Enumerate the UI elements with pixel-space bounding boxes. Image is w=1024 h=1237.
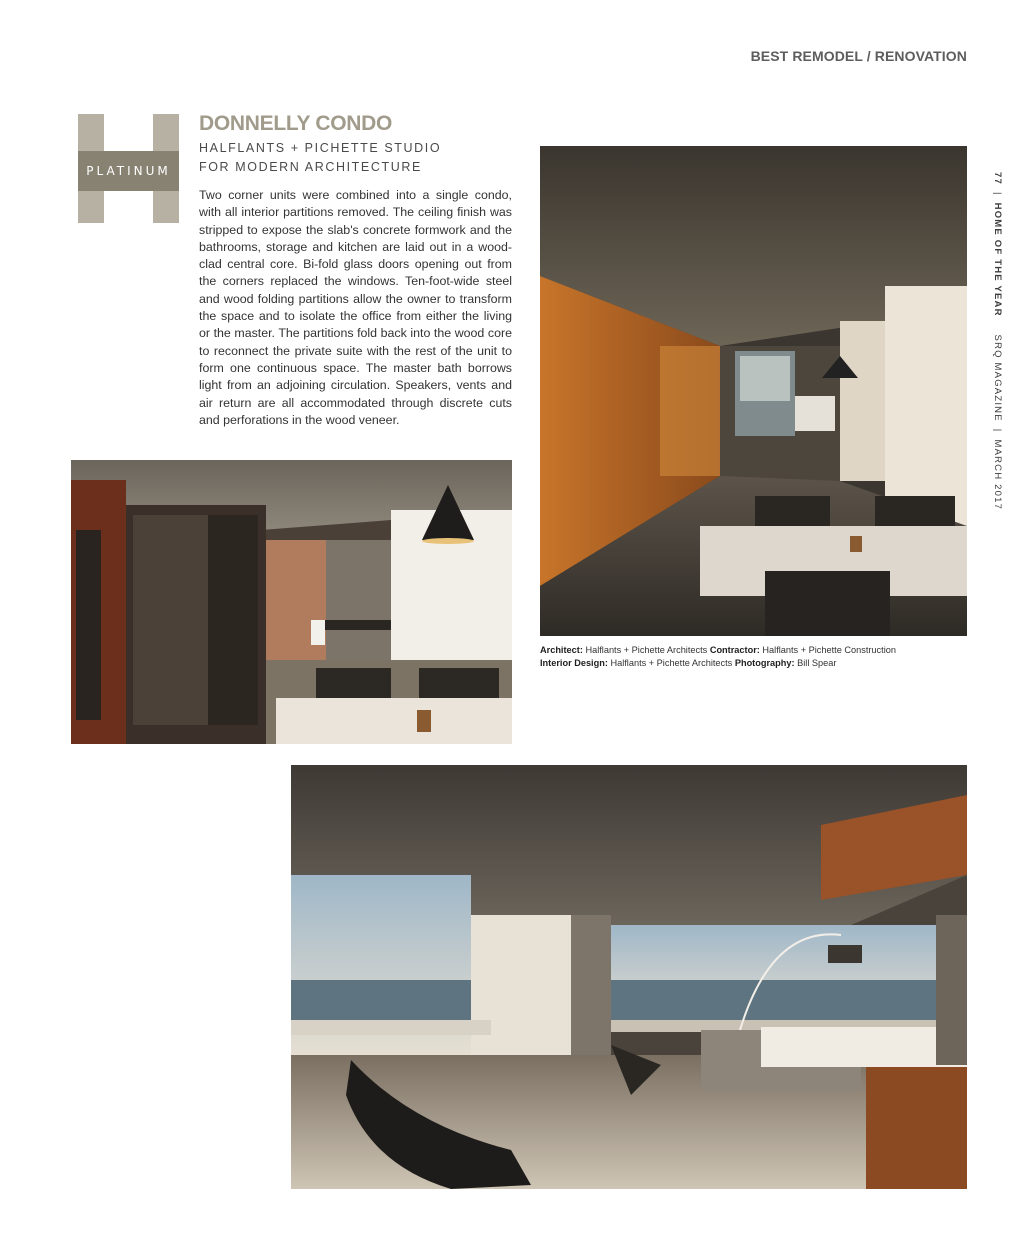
section-header: BEST REMODEL / RENOVATION — [750, 48, 967, 64]
badge-h-crossbar — [78, 151, 179, 191]
folio-divider: | — [992, 191, 1003, 196]
photo-living-room — [291, 765, 967, 1189]
architect-label: Architect: — [540, 645, 583, 655]
platinum-badge — [78, 114, 179, 223]
credits-line-2 — [540, 657, 970, 670]
subtitle-line: HALFLANTS + PICHETTE STUDIO — [199, 141, 442, 155]
article-title: DONNELLY CONDO — [199, 112, 392, 135]
photo-entry-office — [71, 460, 512, 744]
interior-value: Halflants + Pichette Architects — [610, 657, 733, 668]
interior-label: Interior Design: — [540, 657, 608, 668]
page-folio — [992, 172, 1003, 510]
article-body: Two corner units were combined into a single condo, with all interior partitions removed. The ceiling finish was stripped to expose the slab's concrete formwork and the bathrooms, storage and kitchen are laid out in a wood-clad central core. Bi-fold glass doors opening out from the corners replaced the windows. Ten-foot-wide steel and wood folding partitions allow the owner to transform the space and to isolate the office from either the living or the master. The partitions fold back into the wood core to reconnect the private suite with the rest of the unit to form one continuous space. The master bath borrows light from an adjoining circulation. Speakers, vents and air return are all accommodated through discrete cuts and perforations in the wood veneer. — [199, 188, 512, 427]
badge-label: PLATINUM — [86, 164, 171, 178]
folio-section: HOME OF THE YEAR — [992, 202, 1003, 317]
architect-value: Halflants + Pichette Architects — [585, 645, 708, 655]
folio-publication: SRQ MAGAZINE — [992, 334, 1003, 422]
contractor-value: Halflants + Pichette Construction — [762, 645, 896, 655]
article-subtitle — [199, 139, 519, 177]
contractor-label: Contractor: — [709, 645, 760, 655]
photography-value: Bill Spear — [797, 657, 837, 668]
folio-divider: | — [992, 428, 1003, 433]
folio-issue: MARCH 2017 — [992, 439, 1003, 511]
photo-corridor-dining — [540, 146, 967, 636]
page-number: 77 — [992, 172, 1003, 185]
photo-credits — [540, 644, 970, 669]
folio-divider — [992, 324, 1003, 328]
credits-line-1 — [540, 644, 970, 657]
photography-label: Photography: — [734, 657, 795, 668]
subtitle-line: FOR MODERN ARCHITECTURE — [199, 160, 422, 174]
